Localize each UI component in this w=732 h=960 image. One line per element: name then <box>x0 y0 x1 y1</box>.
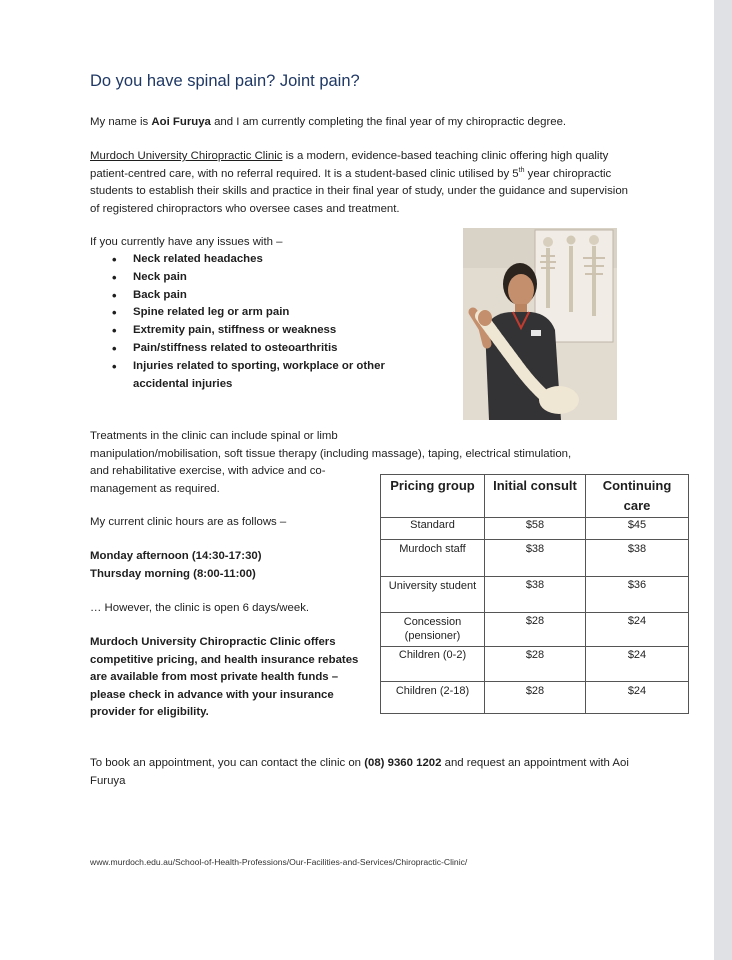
list-item: • Spine related leg or arm pain <box>110 304 410 322</box>
issues-label: If you currently have any issues with – <box>90 236 283 248</box>
table-row: Children (2-18) $28 $24 <box>381 682 689 714</box>
clinic-paragraph: Murdoch University Chiropractic Clinic is a modern, evidence-based teaching clinic offering high quality patient-centred care, with no referral required. It is a student-based clinic utilised by 5th year chiropractic students to establish their skills and practice in their final year of study, under the guidance and supervision of registered chiropractors who oversee cases and treatment. <box>90 150 628 215</box>
header-pricing-group: Pricing group <box>381 475 485 518</box>
list-item: • Injuries related to sporting, workplace or other accidental injuries <box>110 358 410 394</box>
viewer-background <box>714 0 732 960</box>
table-row: Children (0-2) $28 $24 <box>381 647 689 682</box>
open-days-note: … However, the clinic is open 6 days/week. <box>90 602 310 614</box>
list-item: • Neck related headaches <box>110 251 410 269</box>
pricing-table <box>380 474 689 714</box>
table-header-row <box>381 475 689 518</box>
hours-label: My current clinic hours are as follows – <box>90 516 287 528</box>
list-item: • Extremity pain, stiffness or weakness <box>110 322 410 340</box>
student-photo <box>463 228 617 420</box>
list-item: • Back pain <box>110 287 410 305</box>
clinic-url[interactable]: www.murdoch.edu.au/School-of-Health-Professions/Our-Facilities-and-Services/Chiropractic-Clinic/ <box>90 857 468 867</box>
header-initial-consult: Initial consult <box>485 475 586 518</box>
table-row: Standard $58 $45 <box>381 518 689 540</box>
clinic-hours: Monday afternoon (14:30-17:30) Thursday morning (8:00-11:00) <box>90 550 262 580</box>
table-row: University student $38 $36 <box>381 577 689 613</box>
clinic-link[interactable]: Murdoch University Chiropractic Clinic <box>90 150 283 162</box>
intro-paragraph: My name is Aoi Furuya and I am currently completing the final year of my chiropractic degree. <box>90 116 567 128</box>
page-title: Do you have spinal pain? Joint pain? <box>90 72 360 90</box>
clinic-phone: (08) 9360 1202 <box>364 757 442 769</box>
booking-paragraph: To book an appointment, you can contact the clinic on (08) 9360 1202 and request an appointment with Aoi Furuya <box>90 757 629 787</box>
table-row: Concession (pensioner) $28 $24 <box>381 613 689 647</box>
list-item: • Pain/stiffness related to osteoarthritis <box>110 340 410 358</box>
list-item: • Neck pain <box>110 269 410 287</box>
treatments-paragraph: Treatments in the clinic can include spinal or limb manipulation/mobilisation, soft tissue therapy (including massage), taping, electrical stimulation, and rehabilitative exercise, with advice and co-management as required. <box>90 430 572 495</box>
student-with-spine-model-image <box>463 228 617 420</box>
issues-list <box>110 251 410 393</box>
header-continuing-care: Continuing care <box>586 475 689 518</box>
student-name: Aoi Furuya <box>151 116 211 128</box>
pricing-note: Murdoch University Chiropractic Clinic offers competitive pricing, and health insurance rebates are available from most private health funds – please check in advance with your insurance provider for eligibility. <box>90 636 359 718</box>
table-row: Murdoch staff $38 $38 <box>381 540 689 577</box>
